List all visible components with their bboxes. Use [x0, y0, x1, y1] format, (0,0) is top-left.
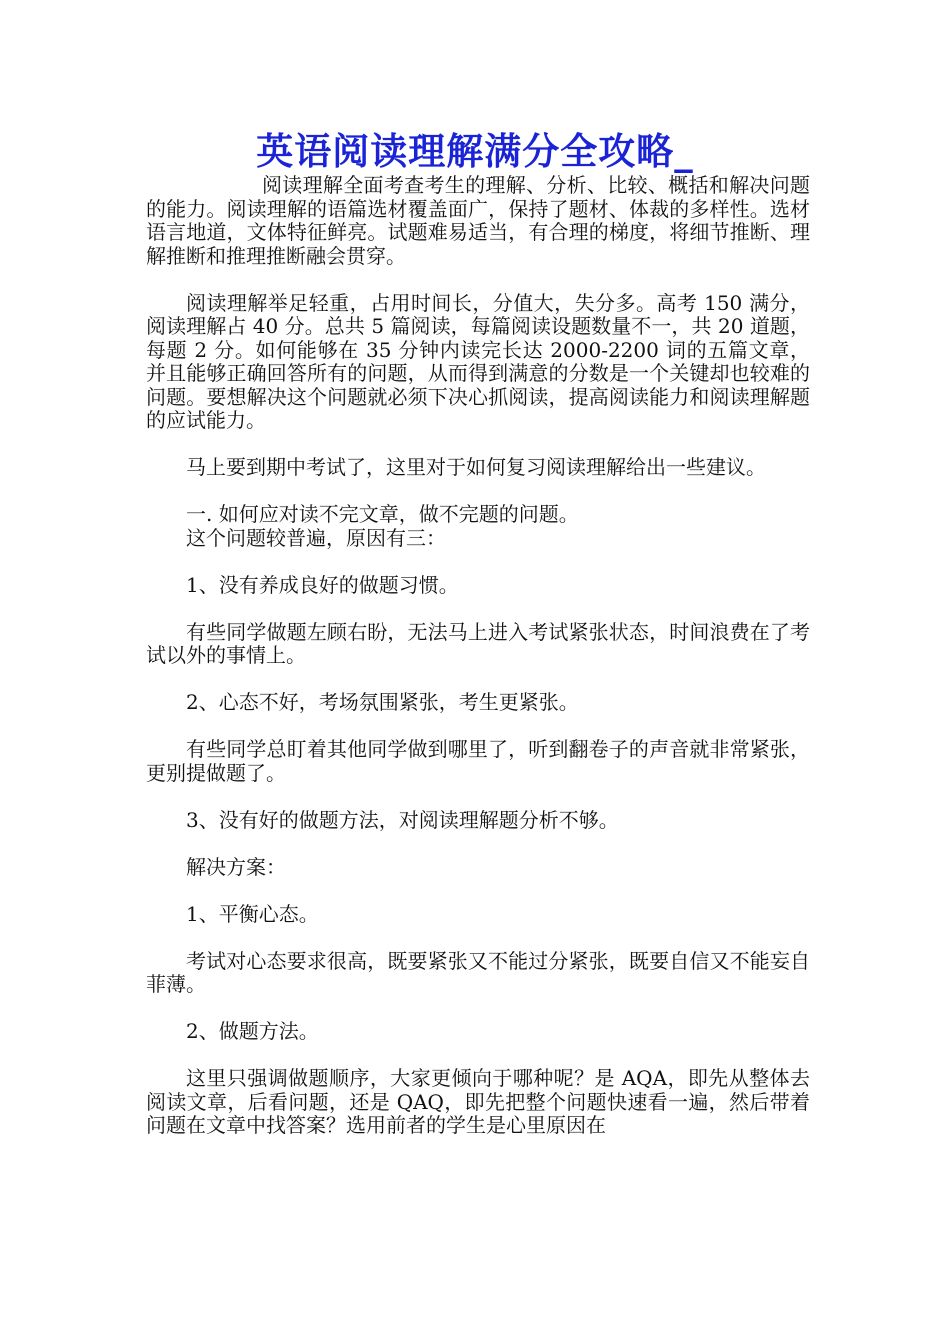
document-title: 英语阅读理解满分全攻略_ — [256, 129, 694, 173]
list-item: 2、做题方法。 — [186, 1019, 319, 1043]
paragraph: 有些同学做题左顾右盼，无法马上进入考试紧张状态，时间浪费在了考试以外的事情上。 — [146, 619, 810, 667]
paragraph: 这里只强调做题顺序，大家更倾向于哪种呢？是 AQA，即先从整体去阅读文章，后看问题，还是 QAQ，即先把整个问题快速看一遍，然后带着问题在文章中找答案？选用前者的学生是心里原因在 — [146, 1066, 810, 1137]
list-item: 3、没有好的做题方法，对阅读理解题分析不够。 — [186, 807, 619, 832]
list-item: 2、心态不好，考场氛围紧张，考生更紧张。 — [186, 690, 579, 714]
paragraph: 阅读理解举足轻重，占用时间长，分值大，失分多。高考 150 满分，阅读理解占 40 分。总共 5 篇阅读，每篇阅读设题数量不一，共 20 道题，每题 2 分。如何能够在 35 分钟内读完长达 2000-2200 词的五篇文章，并且能够正确回答所有的问题，从而得到满意的分数是一个关键却也较难的问题。要想解决这个问题就必须下决心抓阅读，提高阅读能力和阅读理解题的应试能力。 — [146, 290, 810, 432]
section-heading: 一. 如何应对读不完文章，做不完题的问题。 — [186, 502, 579, 526]
paragraph: 阅读理解全面考查考生的理解、分析、比较、概括和解决问题的能力。阅读理解的语篇选材覆盖面广，保持了题材、体裁的多样性。选材语言地道，文体特征鲜亮。试题难易适当，有合理的梯度，将细节推断、理解推断和推理推断融会贯穿。 — [146, 173, 810, 268]
paragraph: 这个问题较普遍，原因有三： — [186, 525, 446, 550]
paragraph: 马上要到期中考试了，这里对于如何复习阅读理解给出一些建议。 — [186, 455, 766, 479]
list-item: 1、没有养成良好的做题习惯。 — [186, 572, 459, 597]
paragraph: 考试对心态要求很高，既要紧张又不能过分紧张，既要自信又不能妄自菲薄。 — [146, 948, 810, 996]
document-body — [146, 174, 810, 1138]
paragraph: 有些同学总盯着其他同学做到哪里了，听到翻卷子的声音就非常紧张，更别提做题了。 — [146, 737, 810, 785]
paragraph: 解决方案： — [186, 854, 286, 879]
list-item: 1、平衡心态。 — [186, 901, 319, 926]
